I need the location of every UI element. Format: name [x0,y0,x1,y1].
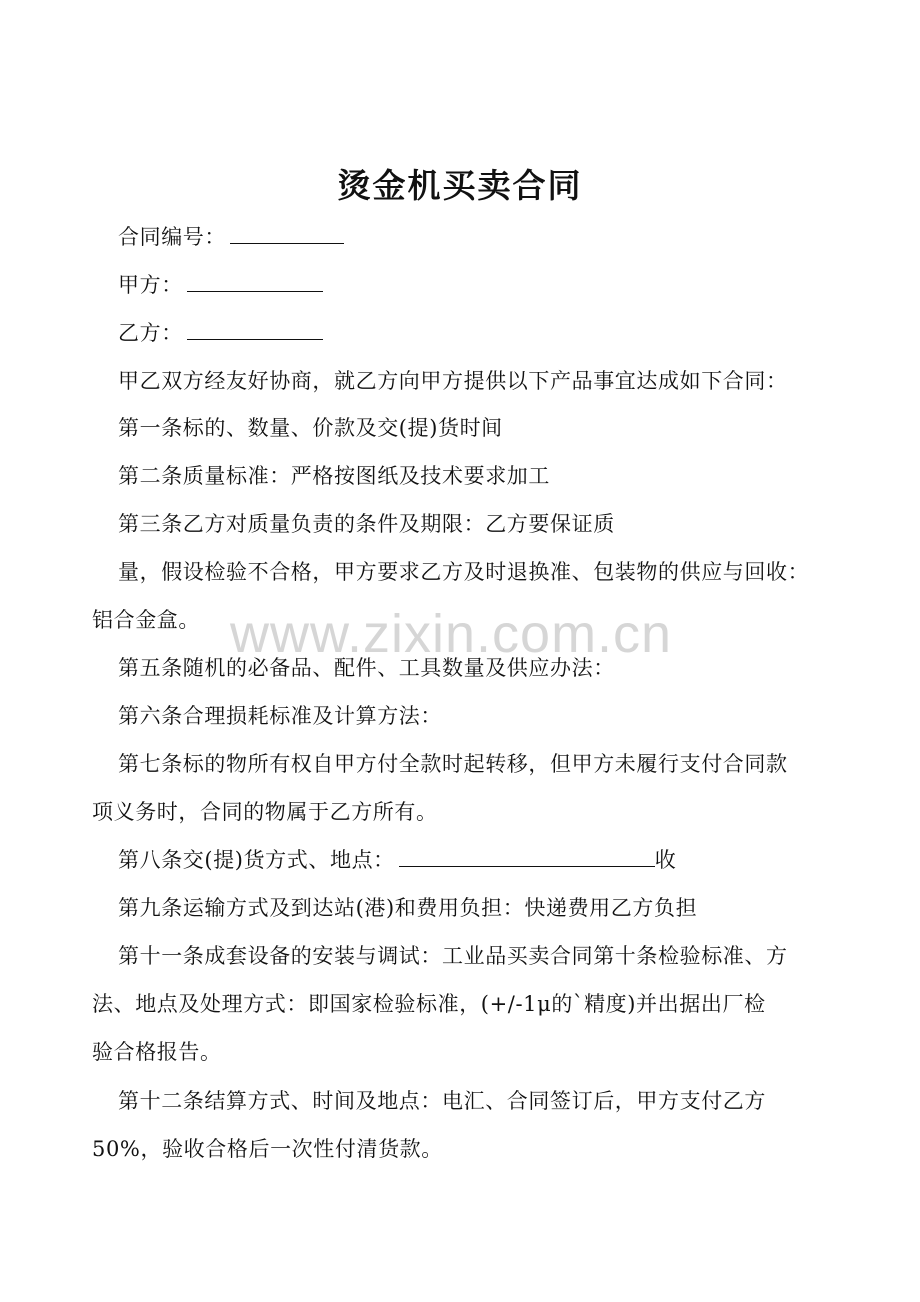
paragraph-article-12-line-1: 第十二条结算方式、时间及地点：电汇、合同签订后，甲方支付乙方 [118,1089,766,1113]
party-a-blank [187,273,323,292]
paragraph-article-3-line-3: 铝合金盒。 [92,608,200,632]
paragraph-article-5: 第五条随机的必备品、配件、工具数量及供应办法： [118,656,615,680]
contract-number-line [92,222,840,252]
paragraph-article-2: 第二条质量标准：严格按图纸及技术要求加工 [118,464,550,488]
paragraph-intro: 甲乙双方经友好协商，就乙方向甲方提供以下产品事宜达成如下合同： [118,369,788,393]
paragraph-article-12-line-2: 50%，验收合格后一次性付清货款。 [92,1137,443,1161]
paragraph-article-9: 第九条运输方式及到达站(港)和费用负担：快递费用乙方负担 [118,896,698,920]
paragraph-article-8 [92,845,840,875]
paragraph-article-7-line-1: 第七条标的物所有权自甲方付全款时起转移，但甲方未履行支付合同款 [118,752,788,776]
contract-number-blank [230,225,344,244]
party-a-line [92,270,840,300]
article-8-blank [399,848,655,867]
party-a-label: 甲方： [118,273,183,297]
party-b-line [92,318,840,348]
party-b-label: 乙方： [118,321,183,345]
paragraph-article-3-line-2: 量，假设检验不合格，甲方要求乙方及时退换准、包装物的供应与回收： [118,560,810,584]
article-8-label: 第八条交(提)货方式、地点： [118,848,395,872]
paragraph-article-6: 第六条合理损耗标准及计算方法： [118,704,442,728]
party-b-blank [187,321,323,340]
document-title: 烫金机买卖合同 [337,166,583,205]
paragraph-article-11-line-2: 法、地点及处理方式：即国家检验标准，(+/-1μ的`精度)并出据出厂检 [92,992,766,1016]
contract-number-label: 合同编号： [118,225,226,249]
watermark: www.zixin.com.cn [230,604,673,664]
paragraph-article-11-line-1: 第十一条成套设备的安装与调试：工业品买卖合同第十条检验标准、方 [118,944,788,968]
paragraph-article-11-line-3: 验合格报告。 [92,1040,222,1064]
paragraph-article-7-line-2: 项义务时，合同的物属于乙方所有。 [92,800,438,824]
paragraph-article-3-line-1: 第三条乙方对质量负责的条件及期限：乙方要保证质 [118,512,615,536]
article-8-suffix: 收 [654,848,677,872]
paragraph-article-1: 第一条标的、数量、价款及交(提)货时间 [118,416,503,440]
